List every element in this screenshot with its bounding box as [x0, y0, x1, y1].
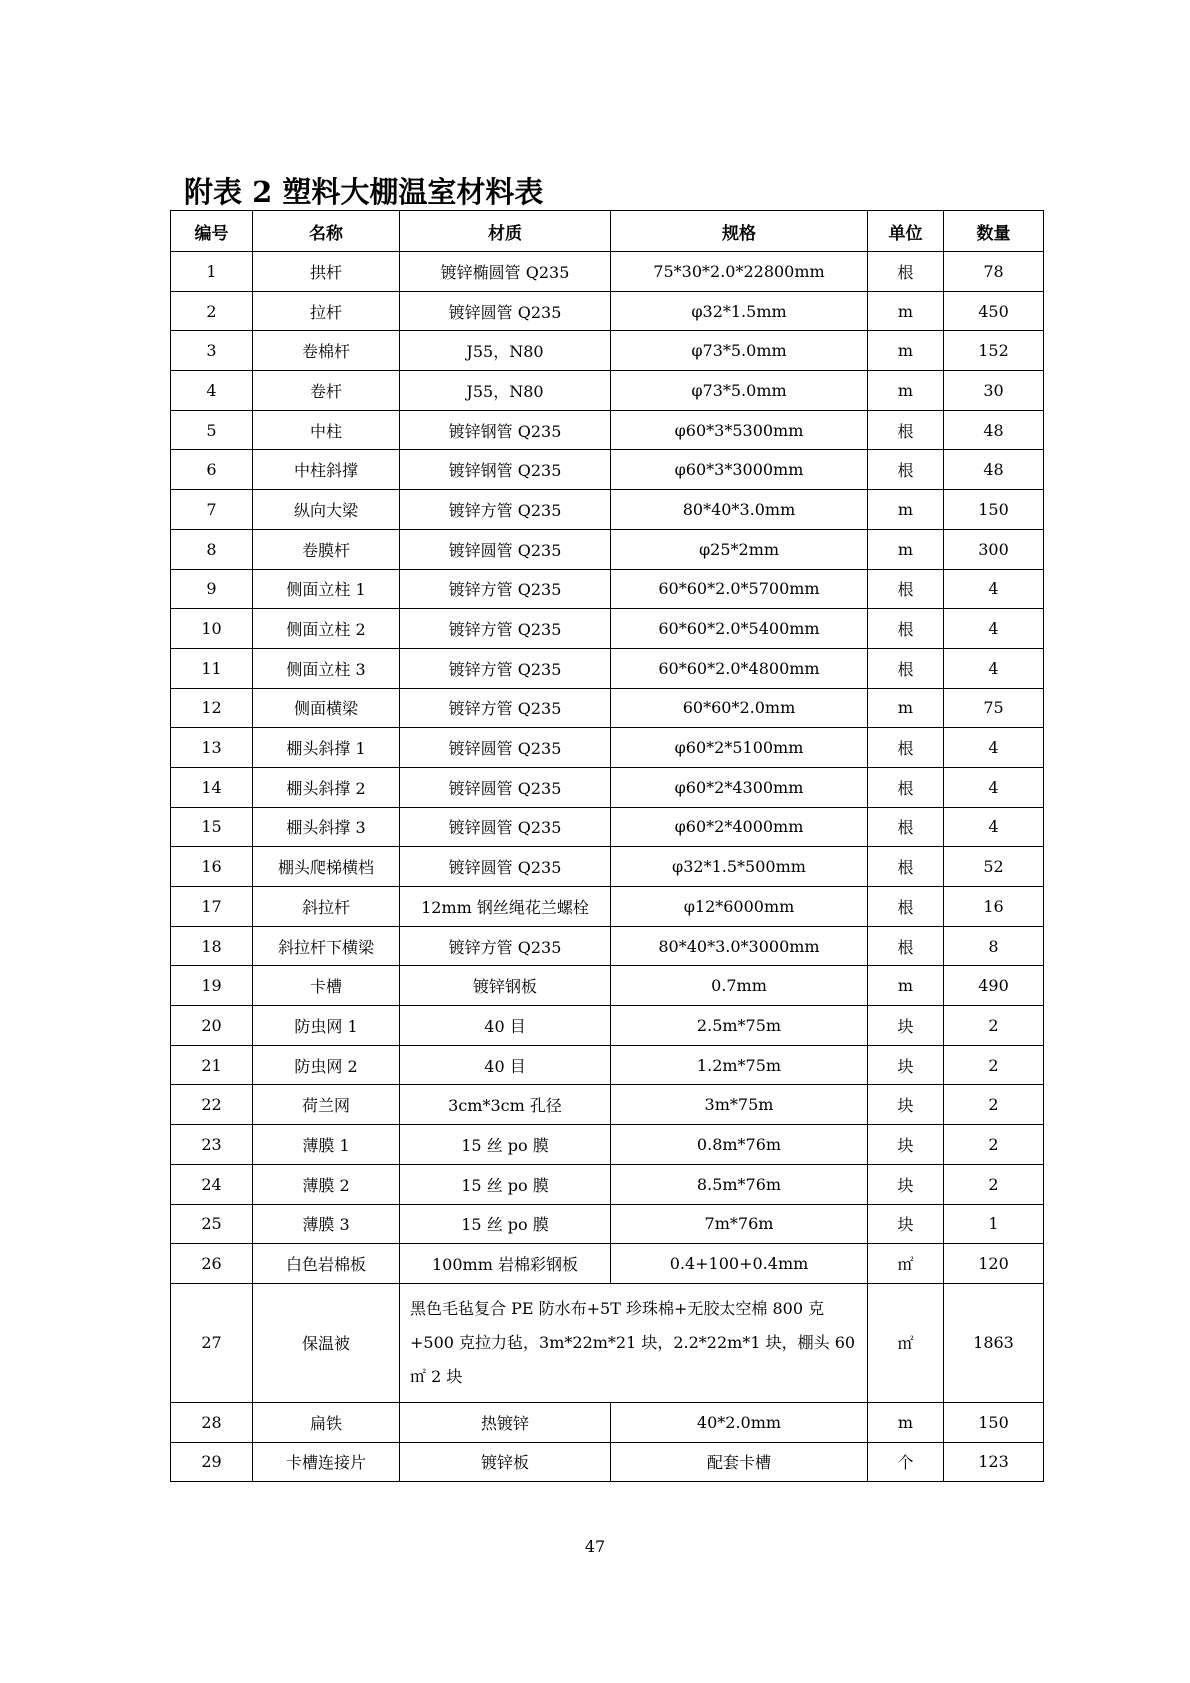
table-row: [171, 1204, 1044, 1244]
table-row: [171, 1045, 1044, 1085]
cell-qty: 52: [944, 847, 1044, 887]
cell-qty: 1863: [944, 1283, 1044, 1402]
cell-material: 镀锌方管 Q235: [400, 609, 611, 649]
cell-material: 镀锌圆管 Q235: [400, 767, 611, 807]
cell-material: 镀锌板: [400, 1442, 611, 1482]
cell-spec: φ32*1.5*500mm: [611, 847, 868, 887]
cell-no: 4: [171, 371, 253, 411]
cell-spec: φ60*3*3000mm: [611, 450, 868, 490]
cell-qty: 2: [944, 1045, 1044, 1085]
cell-unit: m: [868, 529, 944, 569]
cell-material: 100mm 岩棉彩钢板: [400, 1244, 611, 1284]
cell-no: 16: [171, 847, 253, 887]
cell-unit: 根: [868, 926, 944, 966]
cell-qty: 4: [944, 648, 1044, 688]
table-row: [171, 648, 1044, 688]
cell-no: 11: [171, 648, 253, 688]
cell-name: 卷膜杆: [253, 529, 400, 569]
cell-qty: 8: [944, 926, 1044, 966]
cell-no: 15: [171, 807, 253, 847]
cell-material: J55，N80: [400, 331, 611, 371]
table-row: [171, 450, 1044, 490]
cell-spec: φ12*6000mm: [611, 887, 868, 927]
cell-qty: 150: [944, 1402, 1044, 1442]
cell-spec: φ73*5.0mm: [611, 371, 868, 411]
cell-spec: 60*60*2.0mm: [611, 688, 868, 728]
cell-unit: m: [868, 966, 944, 1006]
page-number: 47: [584, 1537, 606, 1556]
cell-unit: 个: [868, 1442, 944, 1482]
cell-unit: 根: [868, 410, 944, 450]
header-unit: 单位: [868, 211, 944, 252]
cell-spec: 60*60*2.0*4800mm: [611, 648, 868, 688]
table-title: 附表 2 塑料大棚温室材料表: [184, 175, 544, 209]
cell-material: 镀锌方管 Q235: [400, 688, 611, 728]
table-row: [171, 371, 1044, 411]
cell-spec: φ32*1.5mm: [611, 291, 868, 331]
cell-unit: 根: [868, 887, 944, 927]
cell-qty: 123: [944, 1442, 1044, 1482]
cell-name: 保温被: [253, 1283, 400, 1402]
cell-no: 9: [171, 569, 253, 609]
cell-unit: 块: [868, 1125, 944, 1165]
table-row: [171, 569, 1044, 609]
cell-unit: 块: [868, 1085, 944, 1125]
table-row: [171, 767, 1044, 807]
table-row: [171, 1442, 1044, 1482]
cell-material: 镀锌圆管 Q235: [400, 847, 611, 887]
cell-spec: φ60*2*4300mm: [611, 767, 868, 807]
materials-table: [170, 210, 1044, 1482]
cell-material: 镀锌方管 Q235: [400, 926, 611, 966]
table-header-row: [171, 211, 1044, 252]
cell-name: 中柱斜撑: [253, 450, 400, 490]
cell-no: 8: [171, 529, 253, 569]
cell-no: 24: [171, 1164, 253, 1204]
cell-name: 卡槽: [253, 966, 400, 1006]
cell-unit: ㎡: [868, 1283, 944, 1402]
cell-material: 镀锌圆管 Q235: [400, 807, 611, 847]
cell-spec: 75*30*2.0*22800mm: [611, 252, 868, 292]
cell-qty: 78: [944, 252, 1044, 292]
cell-unit: m: [868, 331, 944, 371]
table-row: [171, 410, 1044, 450]
table-row: [171, 291, 1044, 331]
table-row: [171, 807, 1044, 847]
cell-no: 12: [171, 688, 253, 728]
cell-no: 22: [171, 1085, 253, 1125]
cell-name: 卷杆: [253, 371, 400, 411]
cell-spec: φ73*5.0mm: [611, 331, 868, 371]
cell-name: 斜拉杆下横梁: [253, 926, 400, 966]
cell-name: 棚头斜撑 1: [253, 728, 400, 768]
table-row: [171, 1402, 1044, 1442]
cell-material: 镀锌钢管 Q235: [400, 450, 611, 490]
table-row: [171, 887, 1044, 927]
header-material: 材质: [400, 211, 611, 252]
cell-no: 20: [171, 1006, 253, 1046]
cell-no: 1: [171, 252, 253, 292]
cell-unit: m: [868, 291, 944, 331]
cell-qty: 30: [944, 371, 1044, 411]
table-row: [171, 1283, 1044, 1402]
cell-name: 侧面立柱 1: [253, 569, 400, 609]
cell-unit: 块: [868, 1006, 944, 1046]
cell-qty: 2: [944, 1006, 1044, 1046]
cell-material: 40 目: [400, 1045, 611, 1085]
cell-material: 15 丝 po 膜: [400, 1164, 611, 1204]
cell-no: 21: [171, 1045, 253, 1085]
cell-qty: 48: [944, 450, 1044, 490]
cell-qty: 2: [944, 1085, 1044, 1125]
cell-name: 拱杆: [253, 252, 400, 292]
cell-spec: 7m*76m: [611, 1204, 868, 1244]
cell-qty: 2: [944, 1164, 1044, 1204]
cell-name: 防虫网 2: [253, 1045, 400, 1085]
cell-no: 25: [171, 1204, 253, 1244]
table-row: [171, 1244, 1044, 1284]
cell-name: 荷兰网: [253, 1085, 400, 1125]
cell-unit: m: [868, 371, 944, 411]
cell-spec: 40*2.0mm: [611, 1402, 868, 1442]
cell-qty: 4: [944, 609, 1044, 649]
cell-name: 棚头爬梯横档: [253, 847, 400, 887]
cell-no: 18: [171, 926, 253, 966]
cell-unit: 根: [868, 847, 944, 887]
table-row: [171, 490, 1044, 530]
cell-material: 3cm*3cm 孔径: [400, 1085, 611, 1125]
cell-no: 29: [171, 1442, 253, 1482]
cell-material: 镀锌圆管 Q235: [400, 529, 611, 569]
cell-name: 棚头斜撑 3: [253, 807, 400, 847]
cell-unit: 块: [868, 1204, 944, 1244]
table-row: [171, 847, 1044, 887]
cell-no: 27: [171, 1283, 253, 1402]
cell-material: J55，N80: [400, 371, 611, 411]
cell-name: 扁铁: [253, 1402, 400, 1442]
cell-name: 侧面立柱 3: [253, 648, 400, 688]
table-row: [171, 1125, 1044, 1165]
cell-spec: 60*60*2.0*5700mm: [611, 569, 868, 609]
table-row: [171, 926, 1044, 966]
cell-qty: 2: [944, 1125, 1044, 1165]
table-row: [171, 1006, 1044, 1046]
cell-material: 40 目: [400, 1006, 611, 1046]
cell-no: 28: [171, 1402, 253, 1442]
cell-no: 6: [171, 450, 253, 490]
cell-name: 卷棉杆: [253, 331, 400, 371]
cell-name: 侧面横梁: [253, 688, 400, 728]
cell-no: 7: [171, 490, 253, 530]
cell-unit: 根: [868, 252, 944, 292]
cell-qty: 450: [944, 291, 1044, 331]
cell-unit: 根: [868, 450, 944, 490]
cell-no: 3: [171, 331, 253, 371]
header-name: 名称: [253, 211, 400, 252]
cell-qty: 300: [944, 529, 1044, 569]
cell-spec: 2.5m*75m: [611, 1006, 868, 1046]
cell-name: 防虫网 1: [253, 1006, 400, 1046]
cell-unit: m: [868, 490, 944, 530]
cell-spec: 80*40*3.0*3000mm: [611, 926, 868, 966]
table-row: [171, 728, 1044, 768]
cell-unit: ㎡: [868, 1244, 944, 1284]
cell-no: 23: [171, 1125, 253, 1165]
table-row: [171, 1085, 1044, 1125]
cell-no: 14: [171, 767, 253, 807]
cell-description: 黑色毛毡复合 PE 防水布+5T 珍珠棉+无胶太空棉 800 克+500 克拉力毡，3m*22m*21 块，2.2*22m*1 块，棚头 60㎡ 2 块: [400, 1283, 868, 1402]
cell-no: 5: [171, 410, 253, 450]
cell-material: 镀锌钢板: [400, 966, 611, 1006]
cell-spec: 1.2m*75m: [611, 1045, 868, 1085]
table-row: [171, 966, 1044, 1006]
cell-material: 15 丝 po 膜: [400, 1125, 611, 1165]
cell-no: 13: [171, 728, 253, 768]
cell-material: 镀锌椭圆管 Q235: [400, 252, 611, 292]
cell-unit: 块: [868, 1164, 944, 1204]
table-row: [171, 1164, 1044, 1204]
table-row: [171, 609, 1044, 649]
cell-material: 镀锌钢管 Q235: [400, 410, 611, 450]
cell-qty: 120: [944, 1244, 1044, 1284]
table-row: [171, 529, 1044, 569]
cell-spec: 0.4+100+0.4mm: [611, 1244, 868, 1284]
cell-no: 17: [171, 887, 253, 927]
cell-qty: 4: [944, 767, 1044, 807]
cell-material: 12mm 钢丝绳花兰螺栓: [400, 887, 611, 927]
cell-unit: m: [868, 1402, 944, 1442]
header-no: 编号: [171, 211, 253, 252]
cell-spec: 60*60*2.0*5400mm: [611, 609, 868, 649]
cell-no: 19: [171, 966, 253, 1006]
table-row: [171, 252, 1044, 292]
cell-name: 薄膜 2: [253, 1164, 400, 1204]
cell-spec: φ25*2mm: [611, 529, 868, 569]
cell-name: 薄膜 3: [253, 1204, 400, 1244]
cell-name: 拉杆: [253, 291, 400, 331]
cell-material: 镀锌方管 Q235: [400, 490, 611, 530]
cell-spec: φ60*3*5300mm: [611, 410, 868, 450]
cell-spec: 0.8m*76m: [611, 1125, 868, 1165]
cell-unit: 块: [868, 1045, 944, 1085]
header-spec: 规格: [611, 211, 868, 252]
cell-material: 镀锌方管 Q235: [400, 648, 611, 688]
cell-material: 热镀锌: [400, 1402, 611, 1442]
cell-qty: 48: [944, 410, 1044, 450]
cell-material: 镀锌圆管 Q235: [400, 728, 611, 768]
cell-qty: 150: [944, 490, 1044, 530]
cell-spec: φ60*2*5100mm: [611, 728, 868, 768]
cell-unit: 根: [868, 569, 944, 609]
table-row: [171, 331, 1044, 371]
cell-qty: 4: [944, 569, 1044, 609]
header-qty: 数量: [944, 211, 1044, 252]
cell-name: 薄膜 1: [253, 1125, 400, 1165]
cell-unit: m: [868, 688, 944, 728]
cell-unit: 根: [868, 807, 944, 847]
cell-spec: 8.5m*76m: [611, 1164, 868, 1204]
cell-qty: 75: [944, 688, 1044, 728]
cell-spec: 配套卡槽: [611, 1442, 868, 1482]
cell-name: 纵向大梁: [253, 490, 400, 530]
cell-name: 白色岩棉板: [253, 1244, 400, 1284]
cell-qty: 4: [944, 728, 1044, 768]
cell-qty: 1: [944, 1204, 1044, 1244]
cell-material: 15 丝 po 膜: [400, 1204, 611, 1244]
cell-no: 26: [171, 1244, 253, 1284]
cell-name: 斜拉杆: [253, 887, 400, 927]
cell-spec: 80*40*3.0mm: [611, 490, 868, 530]
cell-name: 侧面立柱 2: [253, 609, 400, 649]
cell-qty: 4: [944, 807, 1044, 847]
cell-unit: 根: [868, 728, 944, 768]
cell-qty: 490: [944, 966, 1044, 1006]
cell-material: 镀锌方管 Q235: [400, 569, 611, 609]
cell-unit: 根: [868, 767, 944, 807]
cell-unit: 根: [868, 648, 944, 688]
cell-spec: φ60*2*4000mm: [611, 807, 868, 847]
cell-material: 镀锌圆管 Q235: [400, 291, 611, 331]
cell-no: 2: [171, 291, 253, 331]
cell-qty: 16: [944, 887, 1044, 927]
cell-name: 中柱: [253, 410, 400, 450]
table-row: [171, 688, 1044, 728]
cell-qty: 152: [944, 331, 1044, 371]
cell-unit: 根: [868, 609, 944, 649]
cell-no: 10: [171, 609, 253, 649]
cell-spec: 3m*75m: [611, 1085, 868, 1125]
cell-name: 卡槽连接片: [253, 1442, 400, 1482]
cell-spec: 0.7mm: [611, 966, 868, 1006]
cell-name: 棚头斜撑 2: [253, 767, 400, 807]
